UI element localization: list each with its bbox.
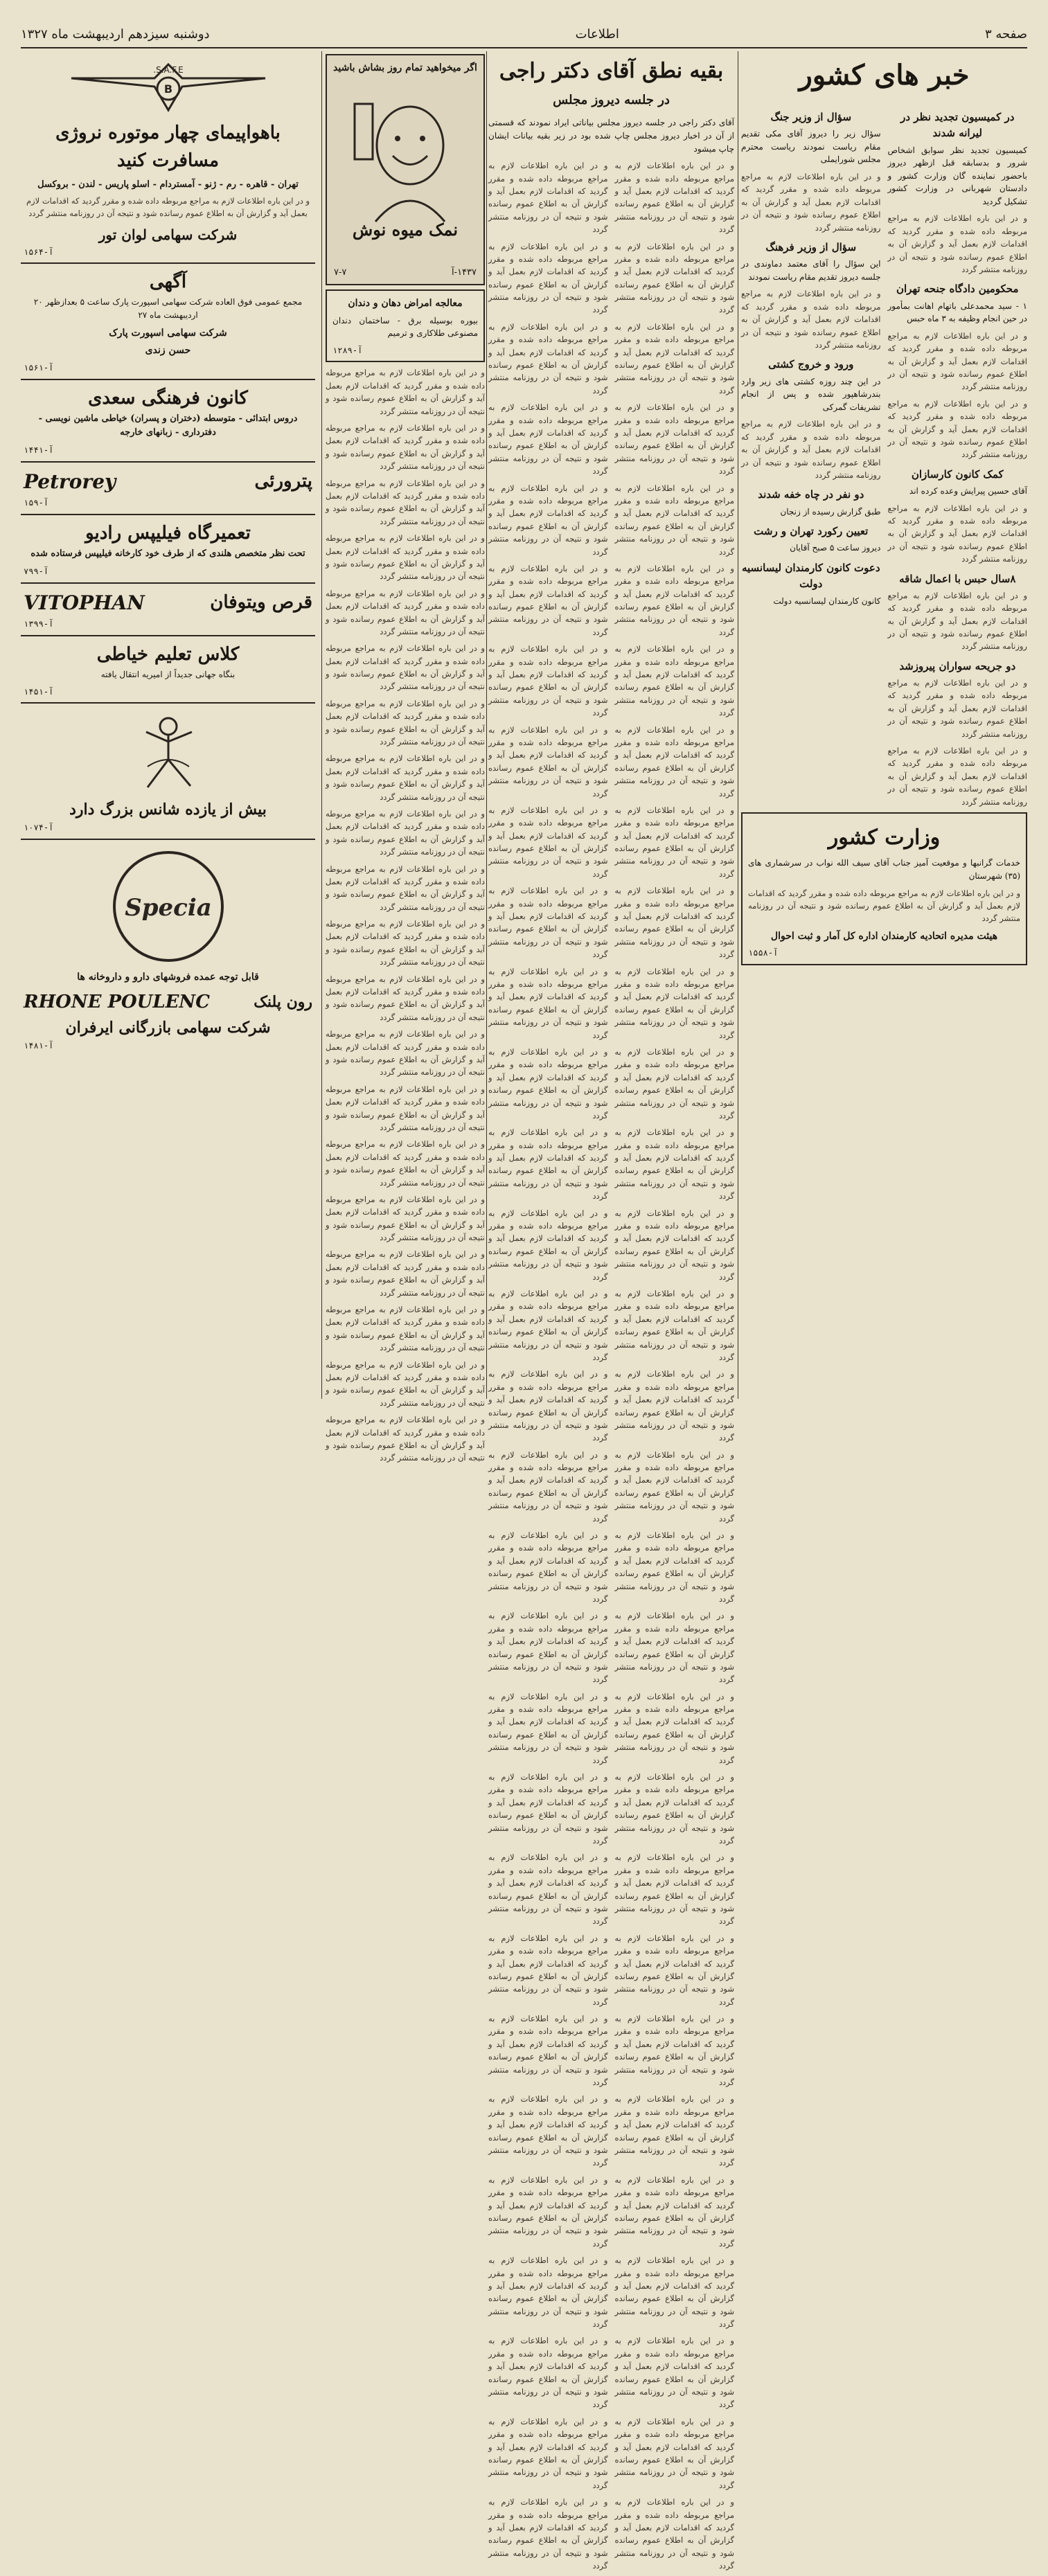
ad-title: تعمیرگاه فیلیپس رادیو: [85, 522, 251, 544]
airline-ad: [21, 51, 315, 264]
article-body: و در این باره اطلاعات لازم به مراجع مربوطه داده شده و مقرر گردید که اقدامات لازم بعمل آید و گزارش آن به اطلاع عموم رسانده شود و نتیجه آن در روزنامه منتشر گردد: [488, 1288, 608, 1362]
article-body: و در این باره اطلاعات لازم به مراجع مربوطه داده شده و مقرر گردید که اقدامات لازم بعمل آید و گزارش آن به اطلاع عموم رسانده شود و نتیجه آن در روزنامه منتشر گردد: [614, 241, 734, 315]
ad-code: ۱۵۶۴-آ: [24, 247, 54, 257]
article-body: و در این باره اطلاعات لازم به مراجع مربوطه داده شده و مقرر گردید که اقدامات لازم بعمل آید و گزارش آن به اطلاع عموم رسانده شود و نتیجه آن در روزنامه منتشر گردد: [488, 321, 608, 395]
ad-code: ۱۴۴۱-آ: [24, 445, 54, 456]
article-body: و در این باره اطلاعات لازم به مراجع مربوطه داده شده و مقرر گردید که اقدامات لازم بعمل آید و گزارش آن به اطلاع عموم رسانده شود و نتیجه آن در روزنامه منتشر گردد: [488, 886, 608, 960]
article-body: و در این باره اطلاعات لازم به مراجع مربوطه داده شده و مقرر گردید که اقدامات لازم بعمل آید و گزارش آن به اطلاع عموم رسانده شود و نتیجه آن در روزنامه منتشر گردد: [614, 805, 734, 879]
article-body: و در این باره اطلاعات لازم به مراجع مربوطه داده شده و مقرر گردید که اقدامات لازم بعمل آید و گزارش آن به اطلاع عموم رسانده شود و نتیجه آن در روزنامه منتشر گردد: [614, 402, 734, 476]
page-number: صفحه ۳: [984, 26, 1027, 42]
petrorey-ad: [21, 463, 315, 515]
article-body: و در این باره اطلاعات لازم به مراجع مربوطه داده شده و مقرر گردید که اقدامات لازم بعمل آید و گزارش آن به اطلاع عموم رسانده شود و نتیجه آن در روزنامه منتشر گردد: [326, 1139, 485, 1188]
ad-title: باهواپیمای چهار موتوره نروژی مسافرت کنید: [55, 123, 281, 172]
article-body: و در این باره اطلاعات لازم به مراجع مربوطه داده شده و مقرر گردید که اقدامات لازم بعمل آید و گزارش آن به اطلاع عموم رسانده شود و نتیجه آن در روزنامه منتشر گردد: [488, 1611, 608, 1685]
article-body: کمیسیون تجدید نظر سوابق اشخاص شرور و بدسابقه قبل ازظهر دیروز باحضور نماینده گان وزارت کشور و دادستان شهربانی در وزارت کشور تشکیل گردید: [887, 145, 1027, 206]
column-classified-ads: [21, 51, 315, 1399]
article-body: و در این باره اطلاعات لازم به مراجع مربوطه داده شده و مقرر گردید که اقدامات لازم بعمل آید و گزارش آن به اطلاع عموم رسانده شود و نتیجه آن در روزنامه منتشر گردد: [887, 590, 1027, 652]
lottery-ad: [21, 704, 315, 840]
ad-code: ۱۵۹-آ: [24, 498, 49, 508]
ad-title: قابل توجه عمده فروشهای دارو و داروخانه ها: [77, 971, 259, 983]
article-body: ۱ - سید محمدعلی باتهام اهانت بمأمور در حین انجام وظیفه به ۳ ماه حبس: [887, 301, 1027, 324]
article-headline: سؤال از وزیر فرهنگ: [765, 240, 857, 253]
ad-brand-latin: RHONE POULENC: [24, 991, 210, 1012]
article-body: و در این باره اطلاعات لازم به مراجع مربوطه داده شده و مقرر گردید که اقدامات لازم بعمل آید و گزارش آن به اطلاع عموم رسانده شود و نتیجه آن در روزنامه منتشر گردد: [326, 1305, 485, 1353]
ad-headline: اگر میخواهید تمام روز بشاش باشید: [333, 62, 477, 73]
ad-title: قرص ویتوفان: [210, 592, 312, 614]
ad-code: ۷۹۹-آ: [24, 566, 49, 577]
article-body: و در این باره اطلاعات لازم به مراجع مربوطه داده شده و مقرر گردید که اقدامات لازم بعمل آید و گزارش آن به اطلاع عموم رسانده شود و نتیجه آن در روزنامه منتشر گردد: [488, 2336, 608, 2410]
article-body: و در این باره اطلاعات لازم به مراجع مربوطه داده شده و مقرر گردید که اقدامات لازم بعمل آید و گزارش آن به اطلاع عموم رسانده شود و نتیجه آن در روزنامه منتشر گردد: [741, 419, 881, 480]
article-body: و در این باره اطلاعات لازم به مراجع مربوطه داده شده و مقرر گردید که اقدامات لازم بعمل آید و گزارش آن به اطلاع عموم رسانده شود و نتیجه آن در روزنامه منتشر گردد: [741, 289, 881, 350]
issue-date: دوشنبه سیزدهم اردیبهشت ماه ۱۳۲۷: [21, 26, 210, 42]
ad-code: ۱۴۵۱-آ: [24, 686, 54, 697]
article-body: و در این باره اطلاعات لازم به مراجع مربوطه داده شده و مقرر گردید که اقدامات لازم بعمل آید و گزارش آن به اطلاع عموم رسانده شود و نتیجه آن در روزنامه منتشر گردد: [887, 330, 1027, 392]
article-body: و در این باره اطلاعات لازم به مراجع مربوطه داده شده و مقرر گردید که اقدامات لازم بعمل آید و گزارش آن به اطلاع عموم رسانده شود و نتیجه آن در روزنامه منتشر گردد: [488, 241, 608, 315]
article-body: و در این باره اطلاعات لازم به مراجع مربوطه داده شده و مقرر گردید که اقدامات لازم بعمل آید و گزارش آن به اطلاع عموم رسانده شود و نتیجه آن در روزنامه منتشر گردد: [326, 808, 485, 857]
ad-number: ۷-۷: [334, 267, 347, 278]
article-body: و در این باره اطلاعات لازم به مراجع مربوطه داده شده و مقرر گردید که اقدامات لازم بعمل آید و گزارش آن به اطلاع عموم رسانده شود و نتیجه آن در روزنامه منتشر گردد: [488, 2497, 608, 2571]
ad-body: و در این باره اطلاعات لازم به مراجع مربوطه داده شده و مقرر گردید که اقدامات لازم بعمل آید و گزارش آن به اطلاع عموم رسانده شود و نتیجه آن در روزنامه منتشر گردد: [26, 195, 310, 219]
specia-emblem: [24, 844, 312, 969]
article-body: و در این باره اطلاعات لازم به مراجع مربوطه داده شده و مقرر گردید که اقدامات لازم بعمل آید و گزارش آن به اطلاع عموم رسانده شود و نتیجه آن در روزنامه منتشر گردد: [488, 2416, 608, 2490]
article-body: و در این باره اطلاعات لازم به مراجع مربوطه داده شده و مقرر گردید که اقدامات لازم بعمل آید و گزارش آن به اطلاع عموم رسانده شود و نتیجه آن در روزنامه منتشر گردد: [614, 2094, 734, 2168]
column-parliament-speech: [488, 51, 734, 2571]
ad-signature: حسن زندی: [145, 345, 191, 357]
article-body: و در این باره اطلاعات لازم به مراجع مربوطه داده شده و مقرر گردید که اقدامات لازم بعمل آید و گزارش آن به اطلاع عموم رسانده شود و نتیجه آن در روزنامه منتشر گردد: [488, 2174, 608, 2248]
article-body: و در این باره اطلاعات لازم به مراجع مربوطه داده شده و مقرر گردید که اقدامات لازم بعمل آید و گزارش آن به اطلاع عموم رسانده شود و نتیجه آن در روزنامه منتشر گردد: [614, 1852, 734, 1926]
ad-body: بیوره بوسیله برق - ساختمان دندان مصنوعی طلاکاری و ترمیم: [332, 315, 478, 339]
column-national-news: [741, 51, 1027, 1399]
article-body: و در این باره اطلاعات لازم به مراجع مربوطه داده شده و مقرر گردید که اقدامات لازم بعمل آید و گزارش آن به اطلاع عموم رسانده شود و نتیجه آن در روزنامه منتشر گردد: [326, 1029, 485, 1077]
article-body: و در این باره اطلاعات لازم به مراجع مربوطه داده شده و مقرر گردید که اقدامات لازم بعمل آید و گزارش آن به اطلاع عموم رسانده شود و نتیجه آن در روزنامه منتشر گردد: [488, 1772, 608, 1845]
article-body: و در این باره اطلاعات لازم به مراجع مربوطه داده شده و مقرر گردید که اقدامات لازم بعمل آید و گزارش آن به اطلاع عموم رسانده شود و نتیجه آن در روزنامه منتشر گردد: [488, 1691, 608, 1765]
article-body: و در این باره اطلاعات لازم به مراجع مربوطه داده شده و مقرر گردید که اقدامات لازم بعمل آید و گزارش آن به اطلاع عموم رسانده شود و نتیجه آن در روزنامه منتشر گردد: [326, 1084, 485, 1132]
ad-body: مجمع عمومی فوق العاده شرکت سهامی اسپورت پارک ساعت ۵ بعدازظهر ۲۰ اردیبهشت ماه ۲۷: [33, 297, 303, 320]
dental-ad: [326, 289, 485, 362]
article-body: و در این باره اطلاعات لازم به مراجع مربوطه داده شده و مقرر گردید که اقدامات لازم بعمل آید و گزارش آن به اطلاع عموم رسانده شود و نتیجه آن در روزنامه منتشر گردد: [326, 1194, 485, 1243]
notice-signature: هیئت مدیره اتحادیه کارمندان اداره کل آمار و ثبت احوال: [770, 930, 998, 942]
article-body: و در این باره اطلاعات لازم به مراجع مربوطه داده شده و مقرر گردید که اقدامات لازم بعمل آید و گزارش آن به اطلاع عموم رسانده شود و نتیجه آن در روزنامه منتشر گردد: [326, 753, 485, 802]
airline-logo-text: S.A.F.E.: [152, 65, 184, 75]
article-body: و در این باره اطلاعات لازم به مراجع مربوطه داده شده و مقرر گردید که اقدامات لازم بعمل آید و گزارش آن به اطلاع عموم رسانده شود و نتیجه آن در روزنامه منتشر گردد: [488, 805, 608, 879]
article-body: و در این باره اطلاعات لازم به مراجع مربوطه داده شده و مقرر گردید که اقدامات لازم بعمل آید و گزارش آن به اطلاع عموم رسانده شود و نتیجه آن در روزنامه منتشر گردد: [326, 919, 485, 967]
article-body: و در این باره اطلاعات لازم به مراجع مربوطه داده شده و مقرر گردید که اقدامات لازم بعمل آید و گزارش آن به اطلاع عموم رسانده شود و نتیجه آن در روزنامه منتشر گردد: [326, 974, 485, 1022]
ad-body: دروس ابتدائی - متوسطه (دختران و پسران) خیاطی ماشین نویسی - دفترداری - زبانهای خارجه: [38, 413, 298, 438]
ad-code: ۱۲۸۹-آ: [332, 345, 363, 355]
article-body: و در این باره اطلاعات لازم به مراجع مربوطه داده شده و مقرر گردید که اقدامات لازم بعمل آید و گزارش آن به اطلاع عموم رسانده شود و نتیجه آن در روزنامه منتشر گردد: [488, 2255, 608, 2329]
article-headline: محکومین دادگاه جنحه تهران: [896, 283, 1019, 296]
ad-title: کلاس تعلیم خیاطی: [96, 643, 240, 665]
article-body: و در این باره اطلاعات لازم به مراجع مربوطه داده شده و مقرر گردید که اقدامات لازم بعمل آید و گزارش آن به اطلاع عموم رسانده شود و نتیجه آن در روزنامه منتشر گردد: [614, 2014, 734, 2088]
article-body: در این چند روزه کشتی های زیر وارد بندرشاهپور شده و پس از انجام تشریفات گمرکی: [741, 376, 881, 412]
philips-radio-ad: [21, 515, 315, 584]
vitophan-ad: [21, 584, 315, 636]
article-body: و در این باره اطلاعات لازم به مراجع مربوطه داده شده و مقرر گردید که اقدامات لازم بعمل آید و گزارش آن به اطلاع عموم رسانده شود و نتیجه آن در روزنامه منتشر گردد: [488, 1046, 608, 1120]
article-body: و در این باره اطلاعات لازم به مراجع مربوطه داده شده و مقرر گردید که اقدامات لازم بعمل آید و گزارش آن به اطلاع عموم رسانده شود و نتیجه آن در روزنامه منتشر گردد: [614, 2497, 734, 2571]
ad-latin-title: VITOPHAN: [24, 591, 145, 614]
article-headline: سؤال از وزیر جنگ: [770, 111, 852, 123]
article-body: و در این باره اطلاعات لازم به مراجع مربوطه داده شده و مقرر گردید که اقدامات لازم بعمل آید و گزارش آن به اطلاع عموم رسانده شود و نتیجه آن در روزنامه منتشر گردد: [614, 644, 734, 718]
article-body: و در این باره اطلاعات لازم به مراجع مربوطه داده شده و مقرر گردید که اقدامات لازم بعمل آید و گزارش آن به اطلاع عموم رسانده شود و نتیجه آن در روزنامه منتشر گردد: [326, 423, 485, 472]
article-body: و در این باره اطلاعات لازم به مراجع مربوطه داده شده و مقرر گردید که اقدامات لازم بعمل آید و گزارش آن به اطلاع عموم رسانده شود و نتیجه آن در روزنامه منتشر گردد: [741, 172, 881, 233]
article-headline: ۸سال حبس با اعمال شاقه: [899, 572, 1016, 585]
article-body: کانون کارمندان لیسانسیه دولت: [773, 596, 881, 606]
column-ads-and-continuation: [326, 51, 485, 1463]
ad-title: آگهی: [149, 271, 187, 293]
ad-body: بنگاه جهانی جدیداً از امیریه انتقال یافته: [100, 670, 236, 680]
article-body: و در این باره اطلاعات لازم به مراجع مربوطه داده شده و مقرر گردید که اقدامات لازم بعمل آید و گزارش آن به اطلاع عموم رسانده شود و نتیجه آن در روزنامه منتشر گردد: [614, 483, 734, 557]
article-body: و در این باره اطلاعات لازم به مراجع مربوطه داده شده و مقرر گردید که اقدامات لازم بعمل آید و گزارش آن به اطلاع عموم رسانده شود و نتیجه آن در روزنامه منتشر گردد: [326, 533, 485, 582]
ad-body: تحت نظر متخصص هلندی که از طرف خود کارخانه فیلیپس فرستاده شده: [30, 548, 305, 560]
article-body: و در این باره اطلاعات لازم به مراجع مربوطه داده شده و مقرر گردید که اقدامات لازم بعمل آید و گزارش آن به اطلاع عموم رسانده شود و نتیجه آن در روزنامه منتشر گردد: [887, 213, 1027, 275]
ad-company: شرکت سهامی بازرگانی ایرفران: [65, 1018, 271, 1037]
article-body: و در این باره اطلاعات لازم به مراجع مربوطه داده شده و مقرر گردید که اقدامات لازم بعمل آید و گزارش آن به اطلاع عموم رسانده شود و نتیجه آن در روزنامه منتشر گردد: [488, 161, 608, 235]
article-body: و در این باره اطلاعات لازم به مراجع مربوطه داده شده و مقرر گردید که اقدامات لازم بعمل آید و گزارش آن به اطلاع عموم رسانده شود و نتیجه آن در روزنامه منتشر گردد: [614, 1208, 734, 1282]
notice-title: وزارت کشور: [828, 825, 941, 850]
article-body: و در این باره اطلاعات لازم به مراجع مربوطه داده شده و مقرر گردید که اقدامات لازم بعمل آید و گزارش آن به اطلاع عموم رسانده شود و نتیجه آن در روزنامه منتشر گردد: [326, 478, 485, 526]
article-body: و در این باره اطلاعات لازم به مراجع مربوطه داده شده و مقرر گردید که اقدامات لازم بعمل آید و گزارش آن به اطلاع عموم رسانده شود و نتیجه آن در روزنامه منتشر گردد: [326, 588, 485, 636]
article-body: و در این باره اطلاعات لازم به مراجع مربوطه داده شده و مقرر گردید که اقدامات لازم بعمل آید و گزارش آن به اطلاع عموم رسانده شود و نتیجه آن در روزنامه منتشر گردد: [488, 1369, 608, 1443]
article-body: و در این باره اطلاعات لازم به مراجع مربوطه داده شده و مقرر گردید که اقدامات لازم بعمل آید و گزارش آن به اطلاع عموم رسانده شود و نتیجه آن در روزنامه منتشر گردد: [326, 698, 485, 747]
ad-code: ۱۰۷۴-آ: [24, 823, 54, 833]
wing-icon: [64, 57, 272, 117]
ad-title: کانون فرهنگی سعدی: [88, 387, 248, 409]
article-body: و در این باره اطلاعات لازم به مراجع مربوطه داده شده و مقرر گردید که اقدامات لازم بعمل آید و گزارش آن به اطلاع عموم رسانده شود و نتیجه آن در روزنامه منتشر گردد: [614, 1369, 734, 1443]
article-headline: دو نفر در چاه خفه شدند: [758, 488, 864, 501]
ad-destinations: تهران - قاهره - رم - ژنو - آمستردام - اسلو پاریس - لندن - بروکسل: [37, 179, 299, 190]
article-body: و در این باره اطلاعات لازم به مراجع مربوطه داده شده و مقرر گردید که اقدامات لازم بعمل آید و گزارش آن به اطلاع عموم رسانده شود و نتیجه آن در روزنامه منتشر گردد: [488, 1530, 608, 1604]
article-body: و در این باره اطلاعات لازم به مراجع مربوطه داده شده و مقرر گردید که اقدامات لازم بعمل آید و گزارش آن به اطلاع عموم رسانده شود و نتیجه آن در روزنامه منتشر گردد: [488, 1449, 608, 1523]
article-body: و در این باره اطلاعات لازم به مراجع مربوطه داده شده و مقرر گردید که اقدامات لازم بعمل آید و گزارش آن به اطلاع عموم رسانده شود و نتیجه آن در روزنامه منتشر گردد: [887, 745, 1027, 807]
section-title: خبر های کشور: [799, 59, 970, 91]
ad-code: ۱۴۳۷-آ: [452, 267, 477, 278]
article-body: و در این باره اطلاعات لازم به مراجع مربوطه داده شده و مقرر گردید که اقدامات لازم بعمل آید و گزارش آن به اطلاع عموم رسانده شود و نتیجه آن در روزنامه منتشر گردد: [326, 1415, 485, 1463]
ad-title: معالجه امراض دهان و دندان: [348, 298, 463, 309]
article-body: و در این باره اطلاعات لازم به مراجع مربوطه داده شده و مقرر گردید که اقدامات لازم بعمل آید و گزارش آن به اطلاع عموم رسانده شود و نتیجه آن در روزنامه منتشر گردد: [488, 563, 608, 637]
ad-code: ۱۵۵۸-آ: [748, 948, 779, 958]
notice-body: و در این باره اطلاعات لازم به مراجع مربوطه داده شده و مقرر گردید که اقدامات لازم بعمل آید و گزارش آن به اطلاع عموم رسانده شود و نتیجه آن در روزنامه منتشر گردد: [748, 888, 1020, 924]
notice-body: خدمات گرانبها و موقعیت آمیز جناب آقای سیف الله نواب در سرشماری های (۳۵) شهرستان: [748, 858, 1020, 882]
ad-code: ۱۳۹۹-آ: [24, 619, 54, 629]
article-body: و در این باره اطلاعات لازم به مراجع مربوطه داده شده و مقرر گردید که اقدامات لازم بعمل آید و گزارش آن به اطلاع عموم رسانده شود و نتیجه آن در روزنامه منتشر گردد: [488, 966, 608, 1040]
article-body: و در این باره اطلاعات لازم به مراجع مربوطه داده شده و مقرر گردید که اقدامات لازم بعمل آید و گزارش آن به اطلاع عموم رسانده شود و نتیجه آن در روزنامه منتشر گردد: [887, 398, 1027, 460]
article-body: و در این باره اطلاعات لازم به مراجع مربوطه داده شده و مقرر گردید که اقدامات لازم بعمل آید و گزارش آن به اطلاع عموم رسانده شود و نتیجه آن در روزنامه منتشر گردد: [488, 1208, 608, 1282]
ad-company: شرکت سهامی لوان تور: [98, 226, 238, 243]
article-body: و در این باره اطلاعات لازم به مراجع مربوطه داده شده و مقرر گردید که اقدامات لازم بعمل آید و گزارش آن به اطلاع عموم رسانده شود و نتیجه آن در روزنامه منتشر گردد: [488, 1127, 608, 1201]
article-body: و در این باره اطلاعات لازم به مراجع مربوطه داده شده و مقرر گردید که اقدامات لازم بعمل آید و گزارش آن به اطلاع عموم رسانده شود و نتیجه آن در روزنامه منتشر گردد: [614, 966, 734, 1040]
page-header: [21, 21, 1027, 48]
article-headline: دو جریحه سواران پیروزشد: [899, 659, 1016, 672]
smiling-man-icon: [327, 90, 483, 229]
article-body: و در این باره اطلاعات لازم به مراجع مربوطه داده شده و مقرر گردید که اقدامات لازم بعمل آید و گزارش آن به اطلاع عموم رسانده شود و نتیجه آن در روزنامه منتشر گردد: [614, 1046, 734, 1120]
article-body: و در این باره اطلاعات لازم به مراجع مربوطه داده شده و مقرر گردید که اقدامات لازم بعمل آید و گزارش آن به اطلاع عموم رسانده شود و نتیجه آن در روزنامه منتشر گردد: [614, 1691, 734, 1765]
article-body: این سؤال را آقای معتمد دماوندی در جلسه دیروز تقدیم مقام ریاست نمودند: [741, 259, 881, 282]
article-title: بقیه نطق آقای دکتر راجی: [499, 59, 724, 83]
article-headline: دعوت کانون کارمندان لیسانسیه دولت: [741, 562, 880, 591]
article-headline: تعیین رکورد تهران و رشت: [754, 525, 869, 538]
article-body: و در این باره اطلاعات لازم به مراجع مربوطه داده شده و مقرر گردید که اقدامات لازم بعمل آید و گزارش آن به اطلاع عموم رسانده شود و نتیجه آن در روزنامه منتشر گردد: [614, 563, 734, 637]
article-body: و در این باره اطلاعات لازم به مراجع مربوطه داده شده و مقرر گردید که اقدامات لازم بعمل آید و گزارش آن به اطلاع عموم رسانده شود و نتیجه آن در روزنامه منتشر گردد: [488, 644, 608, 718]
article-body: و در این باره اطلاعات لازم به مراجع مربوطه داده شده و مقرر گردید که اقدامات لازم بعمل آید و گزارش آن به اطلاع عموم رسانده شود و نتیجه آن در روزنامه منتشر گردد: [614, 1127, 734, 1201]
specia-logo-text: Specia: [124, 893, 212, 922]
specia-ad: [21, 840, 315, 1057]
dancer-icon: [127, 711, 210, 794]
ad-code: ۱۵۶۱-آ: [24, 362, 54, 373]
fruit-salt-ad: [326, 54, 485, 285]
article-body: و در این باره اطلاعات لازم به مراجع مربوطه داده شده و مقرر گردید که اقدامات لازم بعمل آید و گزارش آن به اطلاع عموم رسانده شود و نتیجه آن در روزنامه منتشر گردد: [488, 724, 608, 798]
article-body: طبق گزارش رسیده از زنجان: [780, 506, 881, 517]
article-body: و در این باره اطلاعات لازم به مراجع مربوطه داده شده و مقرر گردید که اقدامات لازم بعمل آید و گزارش آن به اطلاع عموم رسانده شود و نتیجه آن در روزنامه منتشر گردد: [614, 161, 734, 235]
paper-name: اطلاعات: [575, 26, 619, 42]
dancer-illustration: [24, 708, 312, 798]
article-body: و در این باره اطلاعات لازم به مراجع مربوطه داده شده و مقرر گردید که اقدامات لازم بعمل آید و گزارش آن به اطلاع عموم رسانده شود و نتیجه آن در روزنامه منتشر گردد: [488, 2094, 608, 2168]
article-body: و در این باره اطلاعات لازم به مراجع مربوطه داده شده و مقرر گردید که اقدامات لازم بعمل آید و گزارش آن به اطلاع عموم رسانده شود و نتیجه آن در روزنامه منتشر گردد: [614, 321, 734, 395]
article-body: و در این باره اطلاعات لازم به مراجع مربوطه داده شده و مقرر گردید که اقدامات لازم بعمل آید و گزارش آن به اطلاع عموم رسانده شود و نتیجه آن در روزنامه منتشر گردد: [614, 1530, 734, 1604]
article-headline: در کمیسیون تجدید نظر در لیرانه شدند: [900, 111, 1015, 140]
article-body: و در این باره اطلاعات لازم به مراجع مربوطه داده شده و مقرر گردید که اقدامات لازم بعمل آید و گزارش آن به اطلاع عموم رسانده شود و نتیجه آن در روزنامه منتشر گردد: [488, 402, 608, 476]
ad-brand-fa: رون پلنک: [254, 992, 312, 1011]
article-body: و در این باره اطلاعات لازم به مراجع مربوطه داده شده و مقرر گردید که اقدامات لازم بعمل آید و گزارش آن به اطلاع عموم رسانده شود و نتیجه آن در روزنامه منتشر گردد: [887, 503, 1027, 564]
airline-wing-logo: [24, 55, 312, 119]
article-body: و در این باره اطلاعات لازم به مراجع مربوطه داده شده و مقرر گردید که اقدامات لازم بعمل آید و گزارش آن به اطلاع عموم رسانده شود و نتیجه آن در روزنامه منتشر گردد: [326, 1249, 485, 1298]
column-rule: [321, 51, 322, 1399]
ad-title: پترورئی: [254, 471, 312, 492]
article-body: و در این باره اطلاعات لازم به مراجع مربوطه داده شده و مقرر گردید که اقدامات لازم بعمل آید و گزارش آن به اطلاع عموم رسانده شود و نتیجه آن در روزنامه منتشر گردد: [614, 2174, 734, 2248]
specia-logo-icon: [109, 848, 227, 965]
article-body: و در این باره اطلاعات لازم به مراجع مربوطه داده شده و مقرر گردید که اقدامات لازم بعمل آید و گزارش آن به اطلاع عموم رسانده شود و نتیجه آن در روزنامه منتشر گردد: [614, 724, 734, 798]
article-body: و در این باره اطلاعات لازم به مراجع مربوطه داده شده و مقرر گردید که اقدامات لازم بعمل آید و گزارش آن به اطلاع عموم رسانده شود و نتیجه آن در روزنامه منتشر گردد: [614, 1288, 734, 1362]
ad-code: ۱۴۸۱-آ: [24, 1040, 54, 1050]
article-headline: ورود و خروج کشتی: [768, 358, 854, 371]
ad-company: شرکت سهامی اسپورت پارک: [109, 327, 227, 339]
school-ad: [21, 380, 315, 463]
airline-logo-letter: B: [163, 82, 172, 96]
article-headline: کمک کانون کارسازان: [911, 467, 1004, 481]
article-body: و در این باره اطلاعات لازم به مراجع مربوطه داده شده و مقرر گردید که اقدامات لازم بعمل آید و گزارش آن به اطلاع عموم رسانده شود و نتیجه آن در روزنامه منتشر گردد: [326, 1359, 485, 1408]
article-body: و در این باره اطلاعات لازم به مراجع مربوطه داده شده و مقرر گردید که اقدامات لازم بعمل آید و گزارش آن به اطلاع عموم رسانده شود و نتیجه آن در روزنامه منتشر گردد: [614, 886, 734, 960]
article-body: و در این باره اطلاعات لازم به مراجع مربوطه داده شده و مقرر گردید که اقدامات لازم بعمل آید و گزارش آن به اطلاع عموم رسانده شود و نتیجه آن در روزنامه منتشر گردد: [614, 1933, 734, 2007]
ad-brand: نمک میوه نوش: [352, 219, 459, 240]
article-body: و در این باره اطلاعات لازم به مراجع مربوطه داده شده و مقرر گردید که اقدامات لازم بعمل آید و گزارش آن به اطلاع عموم رسانده شود و نتیجه آن در روزنامه منتشر گردد: [614, 1449, 734, 1523]
tailoring-class-ad: [21, 636, 315, 704]
article-body: و در این باره اطلاعات لازم به مراجع مربوطه داده شده و مقرر گردید که اقدامات لازم بعمل آید و گزارش آن به اطلاع عموم رسانده شود و نتیجه آن در روزنامه منتشر گردد: [326, 368, 485, 416]
article-body: و در این باره اطلاعات لازم به مراجع مربوطه داده شده و مقرر گردید که اقدامات لازم بعمل آید و گزارش آن به اطلاع عموم رسانده شود و نتیجه آن در روزنامه منتشر گردد: [614, 1772, 734, 1845]
article-body: و در این باره اطلاعات لازم به مراجع مربوطه داده شده و مقرر گردید که اقدامات لازم بعمل آید و گزارش آن به اطلاع عموم رسانده شود و نتیجه آن در روزنامه منتشر گردد: [326, 864, 485, 912]
article-body: و در این باره اطلاعات لازم به مراجع مربوطه داده شده و مقرر گردید که اقدامات لازم بعمل آید و گزارش آن به اطلاع عموم رسانده شود و نتیجه آن در روزنامه منتشر گردد: [488, 1852, 608, 1926]
article-body: و در این باره اطلاعات لازم به مراجع مربوطه داده شده و مقرر گردید که اقدامات لازم بعمل آید و گزارش آن به اطلاع عموم رسانده شود و نتیجه آن در روزنامه منتشر گردد: [614, 2416, 734, 2490]
article-body: و در این باره اطلاعات لازم به مراجع مربوطه داده شده و مقرر گردید که اقدامات لازم بعمل آید و گزارش آن به اطلاع عموم رسانده شود و نتیجه آن در روزنامه منتشر گردد: [614, 2255, 734, 2329]
article-body: آقای حسین پیرایش وعده کرده اند: [909, 486, 1027, 497]
newspaper-page: [21, 21, 1027, 2571]
article-body: و در این باره اطلاعات لازم به مراجع مربوطه داده شده و مقرر گردید که اقدامات لازم بعمل آید و گزارش آن به اطلاع عموم رسانده شود و نتیجه آن در روزنامه منتشر گردد: [887, 678, 1027, 739]
ad-latin-title: Petrorey: [24, 469, 116, 493]
article-subtitle: در جلسه دیروز مجلس: [553, 92, 670, 107]
article-body: و در این باره اطلاعات لازم به مراجع مربوطه داده شده و مقرر گردید که اقدامات لازم بعمل آید و گزارش آن به اطلاع عموم رسانده شود و نتیجه آن در روزنامه منتشر گردد: [614, 1611, 734, 1685]
ad-title: بیش از یازده شانس بزرگ دارد: [69, 800, 267, 819]
article-body: دیروز ساعت ۵ صبح آقایان: [790, 543, 881, 553]
article-body: سؤال زیر را دیروز آقای مکی تقدیم مقام ریاست نمودند ریاست محترم مجلس شورایملی: [741, 129, 881, 165]
column-rule: [486, 51, 487, 1399]
article-lead: آقای دکتر راجی در جلسه دیروز مجلس بیاناتی ایراد نمودند که قسمتی از آن در اخبار دیروز مجلس چاپ شده بود در زیر بقیه بیانات ایشان چاپ میشود: [488, 118, 734, 154]
article-body: و در این باره اطلاعات لازم به مراجع مربوطه داده شده و مقرر گردید که اقدامات لازم بعمل آید و گزارش آن به اطلاع عموم رسانده شود و نتیجه آن در روزنامه منتشر گردد: [488, 2014, 608, 2088]
article-body: و در این باره اطلاعات لازم به مراجع مربوطه داده شده و مقرر گردید که اقدامات لازم بعمل آید و گزارش آن به اطلاع عموم رسانده شود و نتیجه آن در روزنامه منتشر گردد: [488, 483, 608, 557]
meeting-notice-ad: [21, 264, 315, 379]
article-body: و در این باره اطلاعات لازم به مراجع مربوطه داده شده و مقرر گردید که اقدامات لازم بعمل آید و گزارش آن به اطلاع عموم رسانده شود و نتیجه آن در روزنامه منتشر گردد: [614, 2336, 734, 2410]
article-body: و در این باره اطلاعات لازم به مراجع مربوطه داده شده و مقرر گردید که اقدامات لازم بعمل آید و گزارش آن به اطلاع عموم رسانده شود و نتیجه آن در روزنامه منتشر گردد: [326, 643, 485, 692]
notice-box: [741, 812, 1027, 965]
article-body: و در این باره اطلاعات لازم به مراجع مربوطه داده شده و مقرر گردید که اقدامات لازم بعمل آید و گزارش آن به اطلاع عموم رسانده شود و نتیجه آن در روزنامه منتشر گردد: [488, 1933, 608, 2007]
